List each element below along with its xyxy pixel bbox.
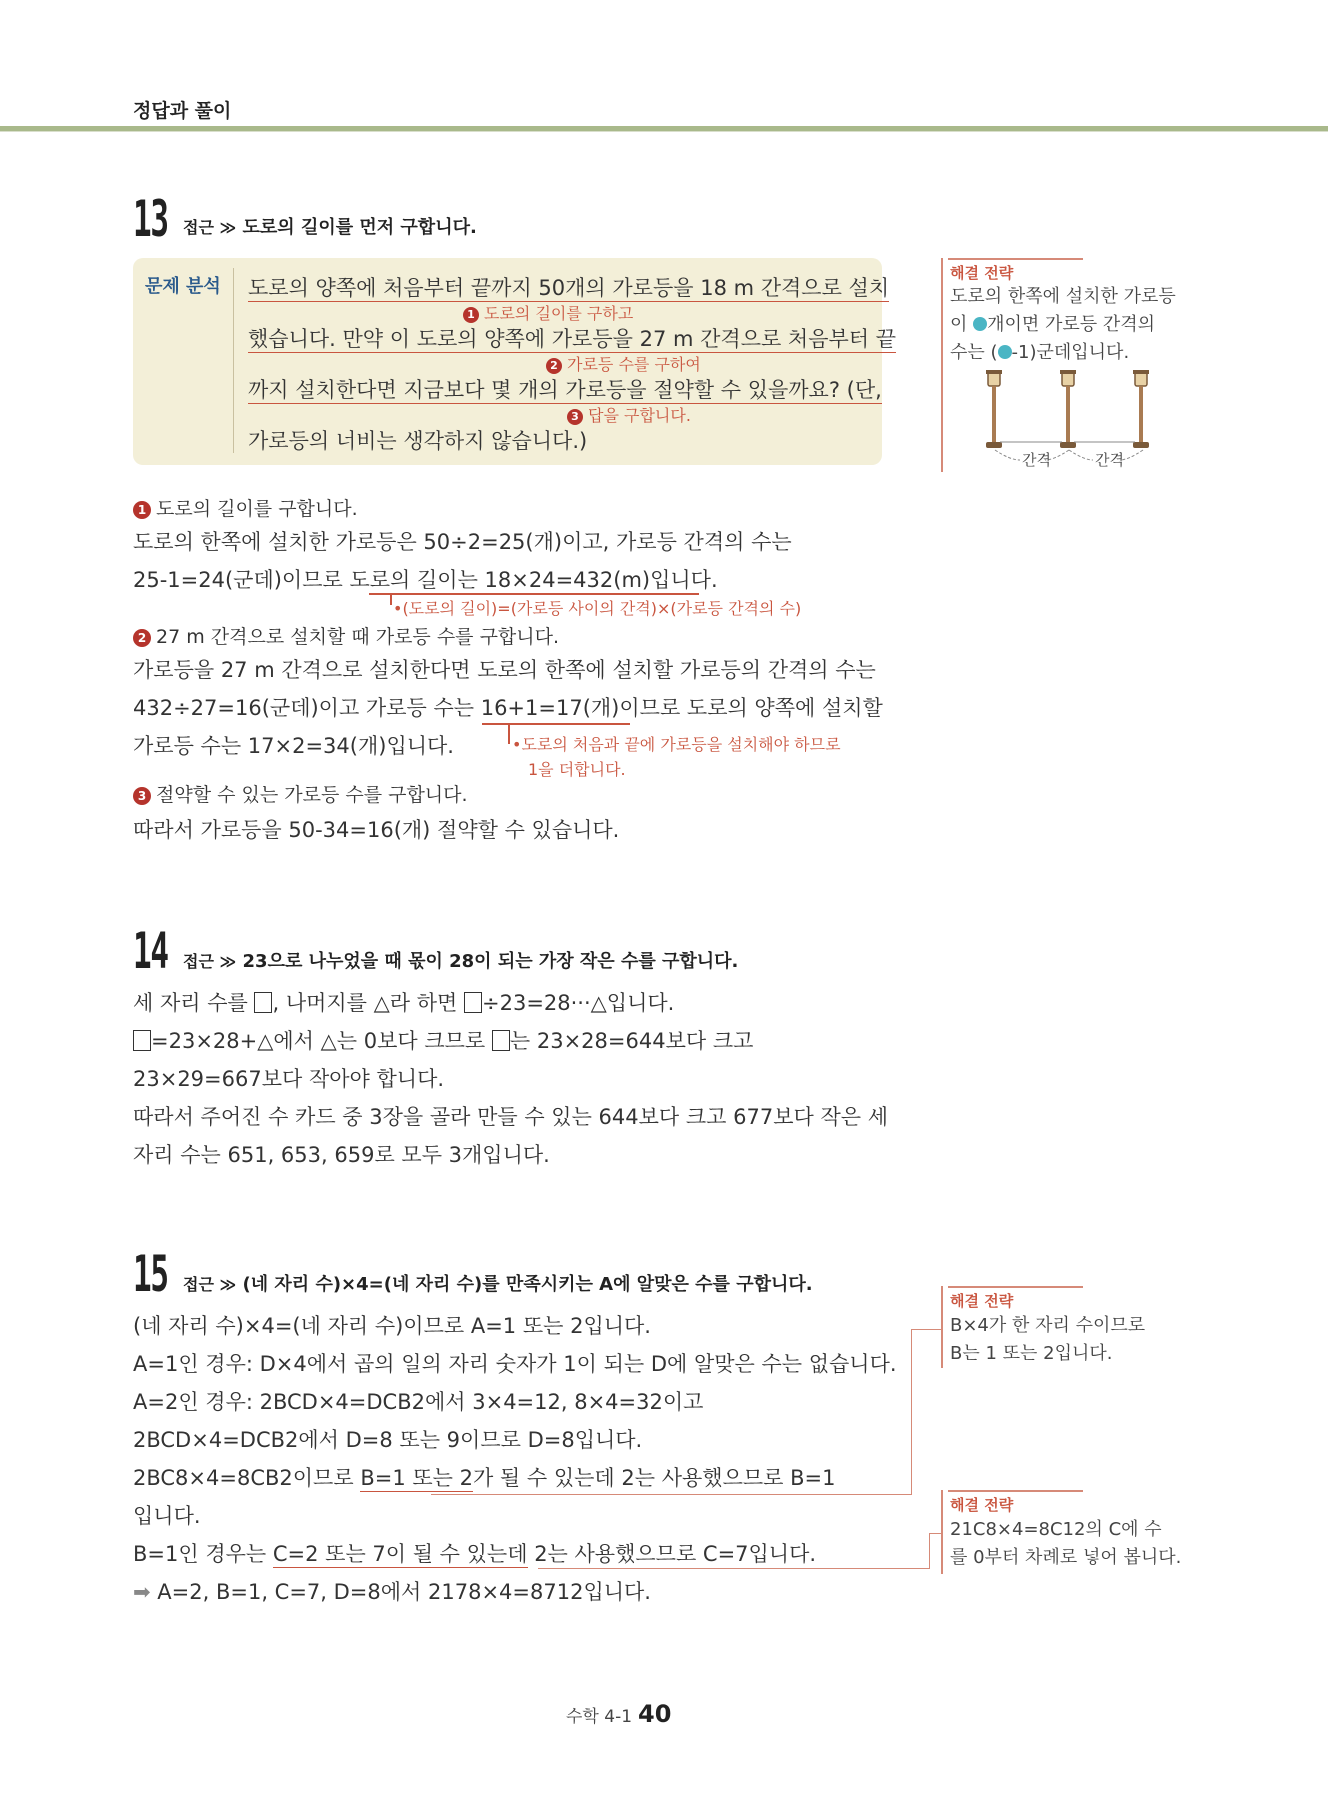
strategy-3-bar xyxy=(941,1490,943,1574)
solution-13-line-4: 432÷27=16(군데)이고 가로등 수는 16+1=17(개)이므로 도로의 양쪽에 설치할 xyxy=(133,696,883,720)
strategy-2-topline xyxy=(948,1286,1083,1288)
solution-14-line-3: 23×29=667보다 작아야 합니다. xyxy=(133,1067,445,1091)
solution-15-line-5c: 가 될 수 있는데 2는 사용했으므로 B=1 xyxy=(472,1466,836,1490)
blank-box-icon xyxy=(464,992,482,1013)
blank-box-icon xyxy=(133,1030,151,1051)
problem-14-approach xyxy=(183,947,738,973)
strategy-3-line-2: 를 0부터 차례로 넣어 봅니다. xyxy=(950,1547,1182,1568)
solution-13-line-1: 도로의 한쪽에 설치한 가로등은 50÷2=25(개)이고, 가로등 간격의 수는 xyxy=(133,530,792,554)
strategy-1-line-2b: 개이면 가로등 간격의 xyxy=(987,314,1156,335)
connector-line-2 xyxy=(431,1494,911,1495)
solution-15-line-1: (네 자리 수)×4=(네 자리 수)이므로 A=1 또는 2입니다. xyxy=(133,1314,651,1338)
arrow-right-icon: ➡ xyxy=(133,1580,158,1604)
approach-label: 접근 ≫ xyxy=(183,952,237,971)
solution-15-line-5a: 2BC8×4=8CB2이므로 xyxy=(133,1466,361,1490)
solution-14-line-1c: ÷23=28···△입니다. xyxy=(482,991,675,1015)
problem-line-1-text: 도로의 양쪽에 처음부터 끝까지 50개의 가로등을 18 m 간격으로 설치 xyxy=(248,276,890,300)
strategy-3-text xyxy=(950,1516,1181,1572)
annotation-pointer xyxy=(390,594,392,605)
problem-anno-1 xyxy=(463,301,633,324)
solution-15-line-7b: C=2 또는 7이 될 수 있는데 xyxy=(272,1542,528,1566)
problem-anno-1-text: 도로의 길이를 구하고 xyxy=(484,304,634,323)
solution-13-annotation-text: (도로의 길이)=(가로등 사이의 간격)×(가로등 간격의 수) xyxy=(402,599,802,618)
solution-15-line-7c: 2는 사용했으므로 C=7입니다. xyxy=(527,1542,817,1566)
connector-line-3v xyxy=(929,1533,930,1569)
solution-14-line-2a: =23×28+△에서 △는 0보다 크므로 xyxy=(151,1029,492,1053)
step-circle-1: 1 xyxy=(463,307,479,323)
page-number: 40 xyxy=(638,1700,672,1728)
step-1-heading xyxy=(133,494,358,521)
problem-anno-3 xyxy=(567,403,691,426)
connector-line-2h xyxy=(911,1329,941,1330)
solution-15-line-6: 입니다. xyxy=(133,1504,201,1528)
solution-13-line-6: 따라서 가로등을 50-34=16(개) 절약할 수 있습니다. xyxy=(133,818,620,842)
strategy-1-line-3a: 수는 ( xyxy=(950,342,998,363)
solution-15-line-3: A=2인 경우: 2BCD×4=DCB2에서 3×4=12, 8×4=32이고 xyxy=(133,1390,704,1414)
problem-line-1 xyxy=(248,272,889,302)
step-circle-2: 2 xyxy=(546,358,562,374)
step-circle-1: 1 xyxy=(133,501,151,519)
solution-15-line-7a: B=1인 경우는 xyxy=(133,1542,273,1566)
connector-line-2v xyxy=(911,1329,912,1495)
step-2-heading xyxy=(133,622,559,649)
step-circle-2: 2 xyxy=(133,629,151,647)
approach-text: (네 자리 수)×4=(네 자리 수)를 만족시키는 A에 알맞은 수를 구합니다. xyxy=(242,1274,813,1295)
page-footer xyxy=(566,1700,671,1728)
strategy-1-line-2 xyxy=(950,311,1176,339)
solution-13-annotation-2: •도로의 처음과 끝에 가로등을 설치해야 하므로 xyxy=(512,735,841,754)
blank-box-icon xyxy=(492,1030,510,1051)
problem-anno-2-text: 가로등 수를 구하여 xyxy=(567,355,701,374)
solution-15-line-5b: B=1 또는 2 xyxy=(360,1466,473,1490)
step-2-text: 27 m 간격으로 설치할 때 가로등 수를 구합니다. xyxy=(156,626,560,648)
streetlamps-illustration xyxy=(975,370,1155,475)
solution-14-line-1b: , 나머지를 △라 하면 xyxy=(272,991,464,1015)
header-divider-thin xyxy=(0,131,1328,132)
problem-line-3 xyxy=(248,374,882,404)
solution-13-annotation-3: 1을 더합니다. xyxy=(528,760,626,779)
strategy-2-bar xyxy=(941,1286,943,1368)
solution-13-underline xyxy=(369,593,699,595)
solution-13-line-3: 가로등을 27 m 간격으로 설치한다면 도로의 한쪽에 설치할 가로등의 간격의 수는 xyxy=(133,658,876,682)
strategy-1-line-3 xyxy=(950,339,1176,367)
solution-15-line-8-text: A=2, B=1, C=7, D=8에서 2178×4=8712입니다. xyxy=(157,1580,651,1604)
problem-analysis-label: 문제 분석 xyxy=(145,276,221,297)
streetlamp-icon xyxy=(1133,370,1149,448)
problem-line-4: 가로등의 너비는 생각하지 않습니다.) xyxy=(248,429,588,453)
connector-line-3h xyxy=(929,1533,941,1534)
connector-line-3 xyxy=(538,1568,929,1569)
teal-dot-icon xyxy=(973,317,987,331)
strategy-2-title: 해결 전략 xyxy=(950,1292,1014,1310)
teal-dot-icon xyxy=(998,345,1012,359)
strategy-1-line-1: 도로의 한쪽에 설치한 가로등 xyxy=(950,286,1176,307)
strategy-1-bar xyxy=(941,258,943,472)
streetlamp-icon xyxy=(1060,370,1076,448)
strategy-3-topline xyxy=(948,1490,1083,1492)
step-3-text: 절약할 수 있는 가로등 수를 구합니다. xyxy=(156,784,468,806)
problem-line-3-text: 까지 설치한다면 지금보다 몇 개의 가로등을 절약할 수 있을까요? (단, xyxy=(248,378,882,402)
gap-label-2: 간격 xyxy=(1095,451,1124,469)
page-header-title: 정답과 풀이 xyxy=(133,100,232,122)
solution-14-line-1 xyxy=(133,984,674,1022)
solution-14-line-1a: 세 자리 수를 xyxy=(133,991,255,1015)
solution-13-annotation: •(도로의 길이)=(가로등 사이의 간격)×(가로등 간격의 수) xyxy=(393,599,802,618)
problem-13-approach xyxy=(183,213,477,239)
strategy-2-line-2: B는 1 또는 2입니다. xyxy=(950,1343,1113,1364)
strategy-1-line-2a: 이 xyxy=(950,314,974,335)
blank-box-icon xyxy=(254,992,272,1013)
solution-14-line-2 xyxy=(133,1022,753,1060)
approach-text: 도로의 길이를 먼저 구합니다. xyxy=(242,217,477,238)
strategy-1-title: 해결 전략 xyxy=(950,264,1014,282)
streetlamp-icon xyxy=(986,370,1002,448)
gap-label-1: 간격 xyxy=(1022,451,1051,469)
solution-13-line-5: 가로등 수는 17×2=34(개)입니다. xyxy=(133,734,454,758)
solution-14-line-5: 자리 수는 651, 653, 659로 모두 3개입니다. xyxy=(133,1143,550,1167)
step-circle-3: 3 xyxy=(133,787,151,805)
solution-13-line-2: 25-1=24(군데)이므로 도로의 길이는 18×24=432(m)입니다. xyxy=(133,568,718,592)
problem-anno-3-text: 답을 구합니다. xyxy=(588,406,691,425)
problem-analysis-divider xyxy=(233,268,234,453)
problem-13-number: 13 xyxy=(133,190,168,248)
strategy-1-topline xyxy=(948,258,1083,260)
strategy-2-line-1: B×4가 한 자리 수이므로 xyxy=(950,1315,1146,1336)
strategy-3-line-1: 21C8×4=8C12의 C에 수 xyxy=(950,1519,1162,1540)
problem-14-number: 14 xyxy=(133,922,168,980)
step-circle-3: 3 xyxy=(567,409,583,425)
problem-anno-2 xyxy=(546,352,701,375)
problem-15-approach xyxy=(183,1270,813,1296)
solution-15-line-8 xyxy=(133,1573,651,1611)
strategy-3-title: 해결 전략 xyxy=(950,1496,1014,1514)
solution-15-line-5 xyxy=(133,1459,835,1497)
solution-15-line-2: A=1인 경우: D×4에서 곱의 일의 자리 숫자가 1이 되는 D에 알맞은 수는 없습니다. xyxy=(133,1352,897,1376)
solution-14-line-4: 따라서 주어진 수 카드 중 3장을 골라 만들 수 있는 644보다 크고 677보다 작은 세 xyxy=(133,1105,888,1129)
approach-text: 23으로 나누었을 때 몫이 28이 되는 가장 작은 수를 구합니다. xyxy=(242,951,739,972)
step-3-heading xyxy=(133,780,468,807)
solution-14-line-2b: 는 23×28=644보다 크고 xyxy=(509,1029,754,1053)
problem-line-2 xyxy=(248,323,896,353)
problem-15-number: 15 xyxy=(133,1245,168,1303)
approach-label: 접근 ≫ xyxy=(183,218,237,237)
solution-13-annotation-2-text: 도로의 처음과 끝에 가로등을 설치해야 하므로 xyxy=(521,735,841,754)
strategy-2-text xyxy=(950,1312,1145,1368)
annotation-pointer xyxy=(508,724,510,744)
approach-label: 접근 ≫ xyxy=(183,1275,237,1294)
solution-15-line-4: 2BCD×4=DCB2에서 D=8 또는 9이므로 D=8입니다. xyxy=(133,1428,643,1452)
solution-13-underline-2 xyxy=(482,723,630,725)
strategy-1-line-3b: -1)군데입니다. xyxy=(1011,342,1130,363)
problem-line-2-text: 했습니다. 만약 이 도로의 양쪽에 가로등을 27 m 간격으로 처음부터 끝 xyxy=(248,327,897,351)
step-1-text: 도로의 길이를 구합니다. xyxy=(156,498,358,520)
footer-subject: 수학 4-1 xyxy=(566,1707,633,1727)
strategy-1-text xyxy=(950,283,1176,367)
